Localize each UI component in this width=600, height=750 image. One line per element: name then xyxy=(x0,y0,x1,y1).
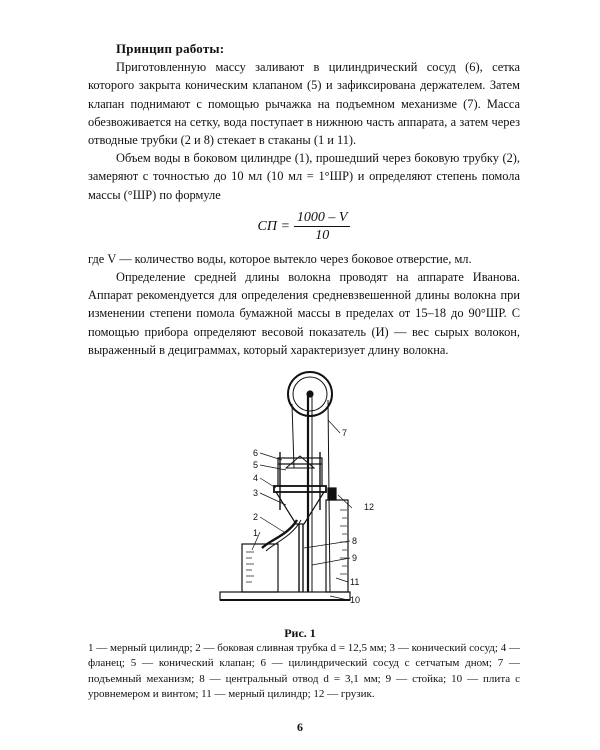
flange xyxy=(274,486,326,492)
label-10: 10 xyxy=(350,595,361,605)
main-text xyxy=(88,40,520,359)
formula-lhs: СП = xyxy=(257,218,290,234)
label-12: 12 xyxy=(364,502,375,512)
label-1: 1 xyxy=(253,528,259,538)
label-3: 3 xyxy=(253,488,259,498)
label-6: 6 xyxy=(253,448,259,458)
label-8: 8 xyxy=(352,536,358,546)
paragraph-where: где V — количество воды, которое вытекло через боковое отверстие, мл. xyxy=(88,251,472,266)
label-9: 9 xyxy=(352,553,358,563)
apparatus-figure xyxy=(200,360,440,622)
label-5: 5 xyxy=(253,460,259,470)
weight xyxy=(328,488,336,500)
formula-fraction xyxy=(294,209,351,244)
formula-denominator: 10 xyxy=(315,228,330,244)
formula xyxy=(88,204,520,250)
paragraph-ivanov: Определение средней длины волокна проводят на аппарате Иванова. Аппарат рекомендуется для определения средневзвешенной длины волокна при изменении степени помола бумажной массы в пределах от 15–18 до 90°ШР. С помощью прибора определяют весовой показатель (И) — вес сырых волокон, выраженный в дециграммах, который характеризует длину волокна. xyxy=(88,270,520,357)
label-2: 2 xyxy=(253,512,259,522)
figure-title: Рис. 1 xyxy=(284,626,316,640)
label-11: 11 xyxy=(350,577,360,587)
measuring-cylinder-left xyxy=(242,544,278,592)
conical-vessel xyxy=(276,492,324,524)
paragraph-volume: Объем воды в боковом цилиндре (1), прошедший через боковую трубку (2), замеряют с точностью до 10 мл (10 мл = 1°ШР) и определяют степень помола массы (°ШР) по формуле xyxy=(88,151,520,202)
formula-numerator: 1000 – V xyxy=(294,209,351,227)
cylindrical-vessel xyxy=(278,458,322,486)
page-number: 6 xyxy=(297,720,303,734)
paragraph-principle: Приготовленную массу заливают в цилиндрический сосуд (6), сетка которого закрыта коническим клапаном (5) и зафиксирована держателем. Затем клапан поднимают с помощью рычажка на подъемном механизме (7). Масса обезвоживается на сетку, вода поступает в нижнюю часть аппарата, а затем через отводные трубки (2 и 8) стекает в стаканы (1 и 11). xyxy=(88,60,520,148)
section-heading: Принцип работы: xyxy=(116,41,225,56)
label-4: 4 xyxy=(253,473,259,483)
label-7: 7 xyxy=(342,428,348,438)
figure-caption: 1 — мерный цилиндр; 2 — боковая сливная трубка d = 12,5 мм; 3 — конический сосуд; 4 — фланец; 5 — конический клапан; 6 — цилиндрический сосуд с сетчатым дном; 7 — подъемный механизм; 8 — центральный отвод d = 3,1 мм; 9 — стойка; 10 — плита с уровнемером и винтом; 11 — мерный цилиндр; 12 — грузик. xyxy=(88,642,520,701)
